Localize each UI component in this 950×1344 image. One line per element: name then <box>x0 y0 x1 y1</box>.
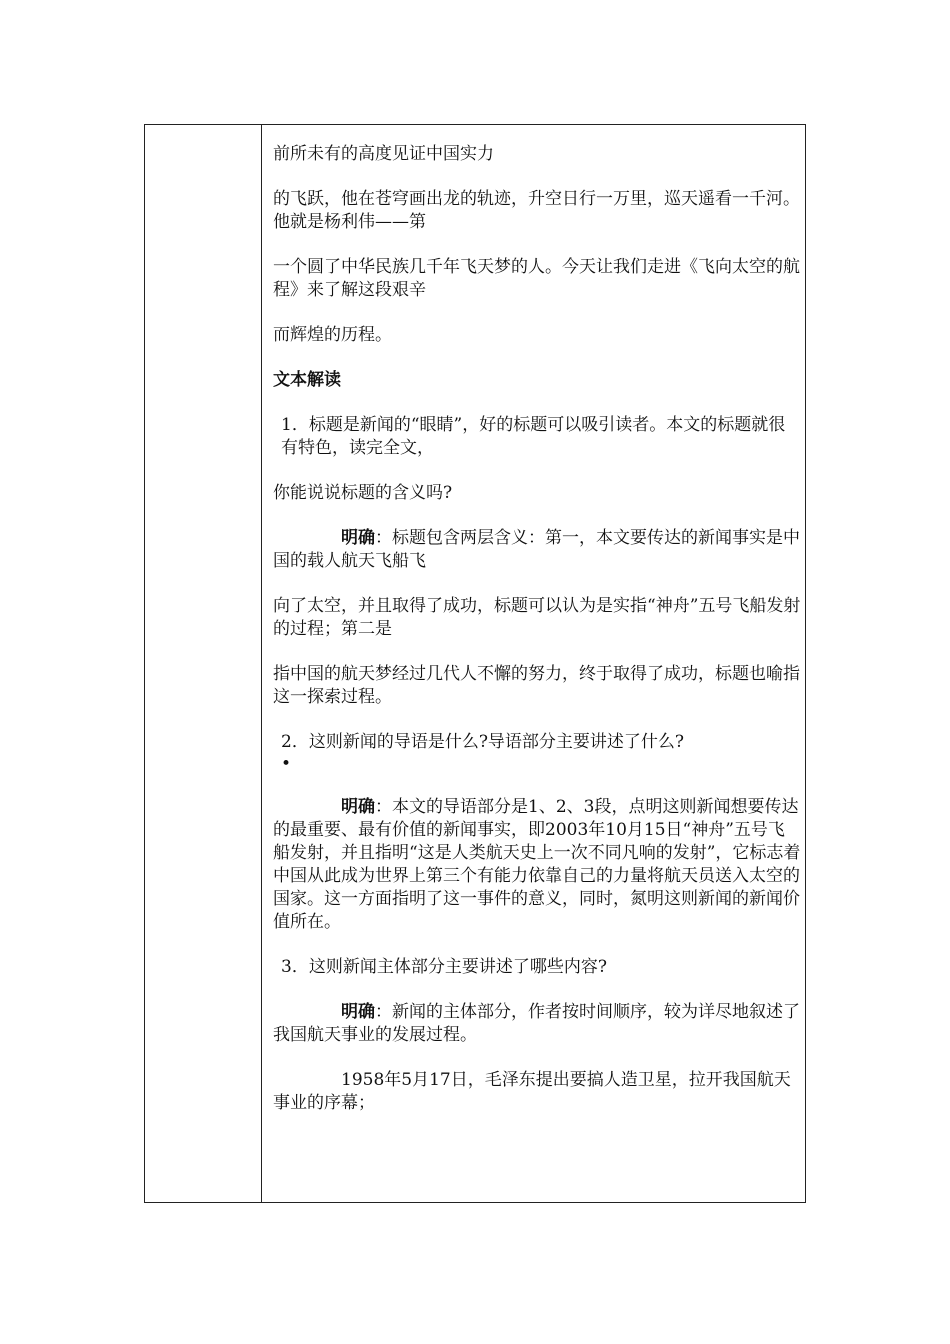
answer-label: 明确 <box>341 528 375 548</box>
table-left-cell <box>145 125 262 1202</box>
answer-label: 明确 <box>341 1002 375 1022</box>
question-3: 3．这则新闻主体部分主要讲述了哪些内容? <box>281 957 607 977</box>
table-content-cell <box>273 143 801 1115</box>
answer-text: ：本文的导语部分是1、2、3段，点明这则新闻想要传达的最重要、最有价值的新闻事实，即2003年10月15日“神舟”五号飞船发射，并且指明“这是人类航天史上一次不同凡响的发射”，它标志着中国从此成为世界上第三个有能力依靠自己的力量将航天员送入太空的国家。这一方面指明了这一事件的意义，同时，氮明这则新闻的新闻价值所在。 <box>273 797 801 932</box>
bullet-point: • <box>281 754 292 774</box>
paragraph: 一个圆了中华民族几千年飞天梦的人。今天让我们走进《飞向太空的航程》来了解这段艰辛 <box>273 257 800 300</box>
document-table <box>144 124 806 1203</box>
paragraph: 的飞跃，他在苍穹画出龙的轨迹，升空日行一万里，巡天遥看一千河。他就是杨利伟——第 <box>273 189 800 232</box>
paragraph: 而辉煌的历程。 <box>273 325 392 345</box>
answer-1-continued: 指中国的航天梦经过几代人不懈的努力，终于取得了成功，标题也喻指这一探索过程。 <box>273 664 800 707</box>
section-heading: 文本解读 <box>273 370 341 390</box>
question-1-continued: 你能说说标题的含义吗? <box>273 483 453 503</box>
paragraph: 前所未有的高度见证中国实力 <box>273 144 494 164</box>
answer-label: 明确 <box>341 797 375 817</box>
question-1: 1．标题是新闻的“眼睛”，好的标题可以吸引读者。本文的标题就很有特色，读完全文， <box>281 415 786 458</box>
answer-3 <box>273 1001 801 1047</box>
answer-1 <box>273 527 801 573</box>
answer-text: ：标题包含两层含义：第一，本文要传达的新闻事实是中国的载人航天飞船飞 <box>273 528 800 571</box>
answer-text: ：新闻的主体部分，作者按时间顺序，较为详尽地叙述了我国航天事业的发展过程。 <box>273 1002 800 1045</box>
answer-1-continued: 向了太空，并且取得了成功，标题可以认为是实指“神舟”五号飞船发射的过程；第二是 <box>273 596 801 639</box>
question-2: 2．这则新闻的导语是什么?导语部分主要讲述了什么? <box>281 732 685 752</box>
paragraph: 1958年5月17日，毛泽东提出要搞人造卫星，拉开我国航天事业的序幕； <box>273 1070 791 1113</box>
answer-2 <box>273 796 801 934</box>
